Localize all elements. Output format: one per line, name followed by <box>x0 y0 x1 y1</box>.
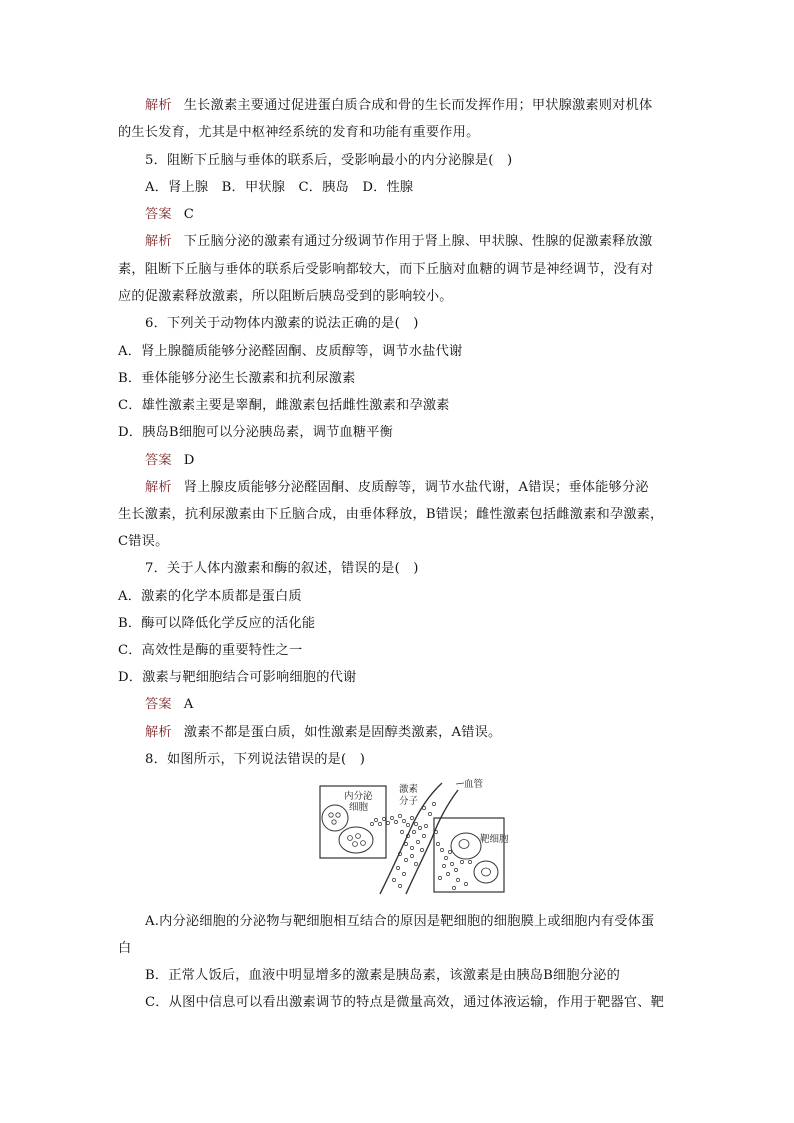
svg-text:靶细胞: 靶细胞 <box>480 834 509 845</box>
target-cell <box>451 833 481 859</box>
text-line: C错误。 <box>118 534 169 549</box>
option-d: D．胰岛B细胞可以分泌胰岛素，调节血糖平衡 <box>118 425 394 440</box>
option-d: D．激素与靶细胞结合可影响细胞的代谢 <box>118 670 357 685</box>
analysis-label: 解析 <box>145 480 172 495</box>
question-6-stem: 6．下列关于动物体内激素的说法正确的是( ) <box>145 316 419 331</box>
text-line: 素，阻断下丘脑与垂体的联系后受影响都较大，而下丘脑对血糖的调节是神经调节，没有对 <box>118 262 654 277</box>
svg-text:细胞: 细胞 <box>349 802 369 813</box>
option-c: C．从图中信息可以看出激素调节的特点是微量高效，通过体液运输，作用于靶器官、靶 <box>145 995 665 1010</box>
text-line: 应的促激素释放激素，所以阻断后胰岛受到的影响较小。 <box>118 289 453 304</box>
text-line: 生长激素，抗利尿激素由下丘脑合成，由垂体释放，B错误；雌性激素包括雌激素和孕激素， <box>118 507 664 522</box>
analysis-label: 解析 <box>145 98 172 113</box>
question-5-options: A．肾上腺 B．甲状腺 C．胰岛 D．性腺 <box>145 180 414 195</box>
analysis-line: 解析 生长激素主要通过促进蛋白质合成和骨的生长而发挥作用；甲状腺激素则对机体 <box>145 98 653 113</box>
analysis-line: 解析 激素不都是蛋白质，如性激素是固醇类激素，A错误。 <box>145 725 502 740</box>
answer-line: 答案 C <box>145 207 195 222</box>
answer-label: 答案 <box>145 453 172 468</box>
option-a: A．激素的化学本质都是蛋白质 <box>118 589 302 604</box>
option-a: A.内分泌细胞的分泌物与靶细胞相互结合的原因是靶细胞的细胞膜上或细胞内有受体蛋 <box>145 914 655 929</box>
option-b: B．酶可以降低化学反应的活化能 <box>118 616 316 631</box>
answer-label: 答案 <box>145 697 172 712</box>
svg-text:激素: 激素 <box>399 784 419 795</box>
analysis-label: 解析 <box>145 725 172 740</box>
hormone-transport-figure <box>318 778 510 896</box>
option-b: B．垂体能够分泌生长激素和抗利尿激素 <box>118 371 356 386</box>
endocrine-cell-1 <box>322 805 348 831</box>
analysis-line: 解析 下丘脑分泌的激素有通过分级调节作用于肾上腺、甲状腺、性腺的促激素释放激 <box>145 234 653 249</box>
svg-text:分子: 分子 <box>399 796 419 807</box>
answer-line: 答案 D <box>145 453 195 468</box>
question-5-stem: 5．阻断下丘脑与垂体的联系后，受影响最小的内分泌腺是( ) <box>145 153 513 168</box>
svg-text:内分泌: 内分泌 <box>344 791 373 802</box>
option-a: A．肾上腺髓质能够分泌醛固酮、皮质醇等，调节水盐代谢 <box>118 344 463 359</box>
target-cell-2 <box>474 861 498 883</box>
svg-text:血管: 血管 <box>464 779 484 790</box>
text-line: 白 <box>118 941 132 956</box>
answer-line: 答案 A <box>145 697 194 712</box>
question-8-stem: 8．如图所示，下列说法错误的是( ) <box>145 752 366 767</box>
option-c: C．高效性是酶的重要特性之一 <box>118 643 303 658</box>
text-line: 的生长发育，尤其是中枢神经系统的发育和功能有重要作用。 <box>118 125 480 140</box>
answer-label: 答案 <box>145 207 172 222</box>
option-c: C．雄性激素主要是睾酮，雌激素包括雌性激素和孕激素 <box>118 398 450 413</box>
option-b: B．正常人饭后，血液中明显增多的激素是胰岛素，该激素是由胰岛B细胞分泌的 <box>145 968 620 983</box>
analysis-line: 解析 肾上腺皮质能够分泌醛固酮、皮质醇等，调节水盐代谢，A错误；垂体能够分泌 <box>145 480 649 495</box>
endocrine-cell-2 <box>339 827 373 853</box>
analysis-label: 解析 <box>145 234 172 249</box>
question-7-stem: 7．关于人体内激素和酶的叙述，错误的是( ) <box>145 561 419 576</box>
